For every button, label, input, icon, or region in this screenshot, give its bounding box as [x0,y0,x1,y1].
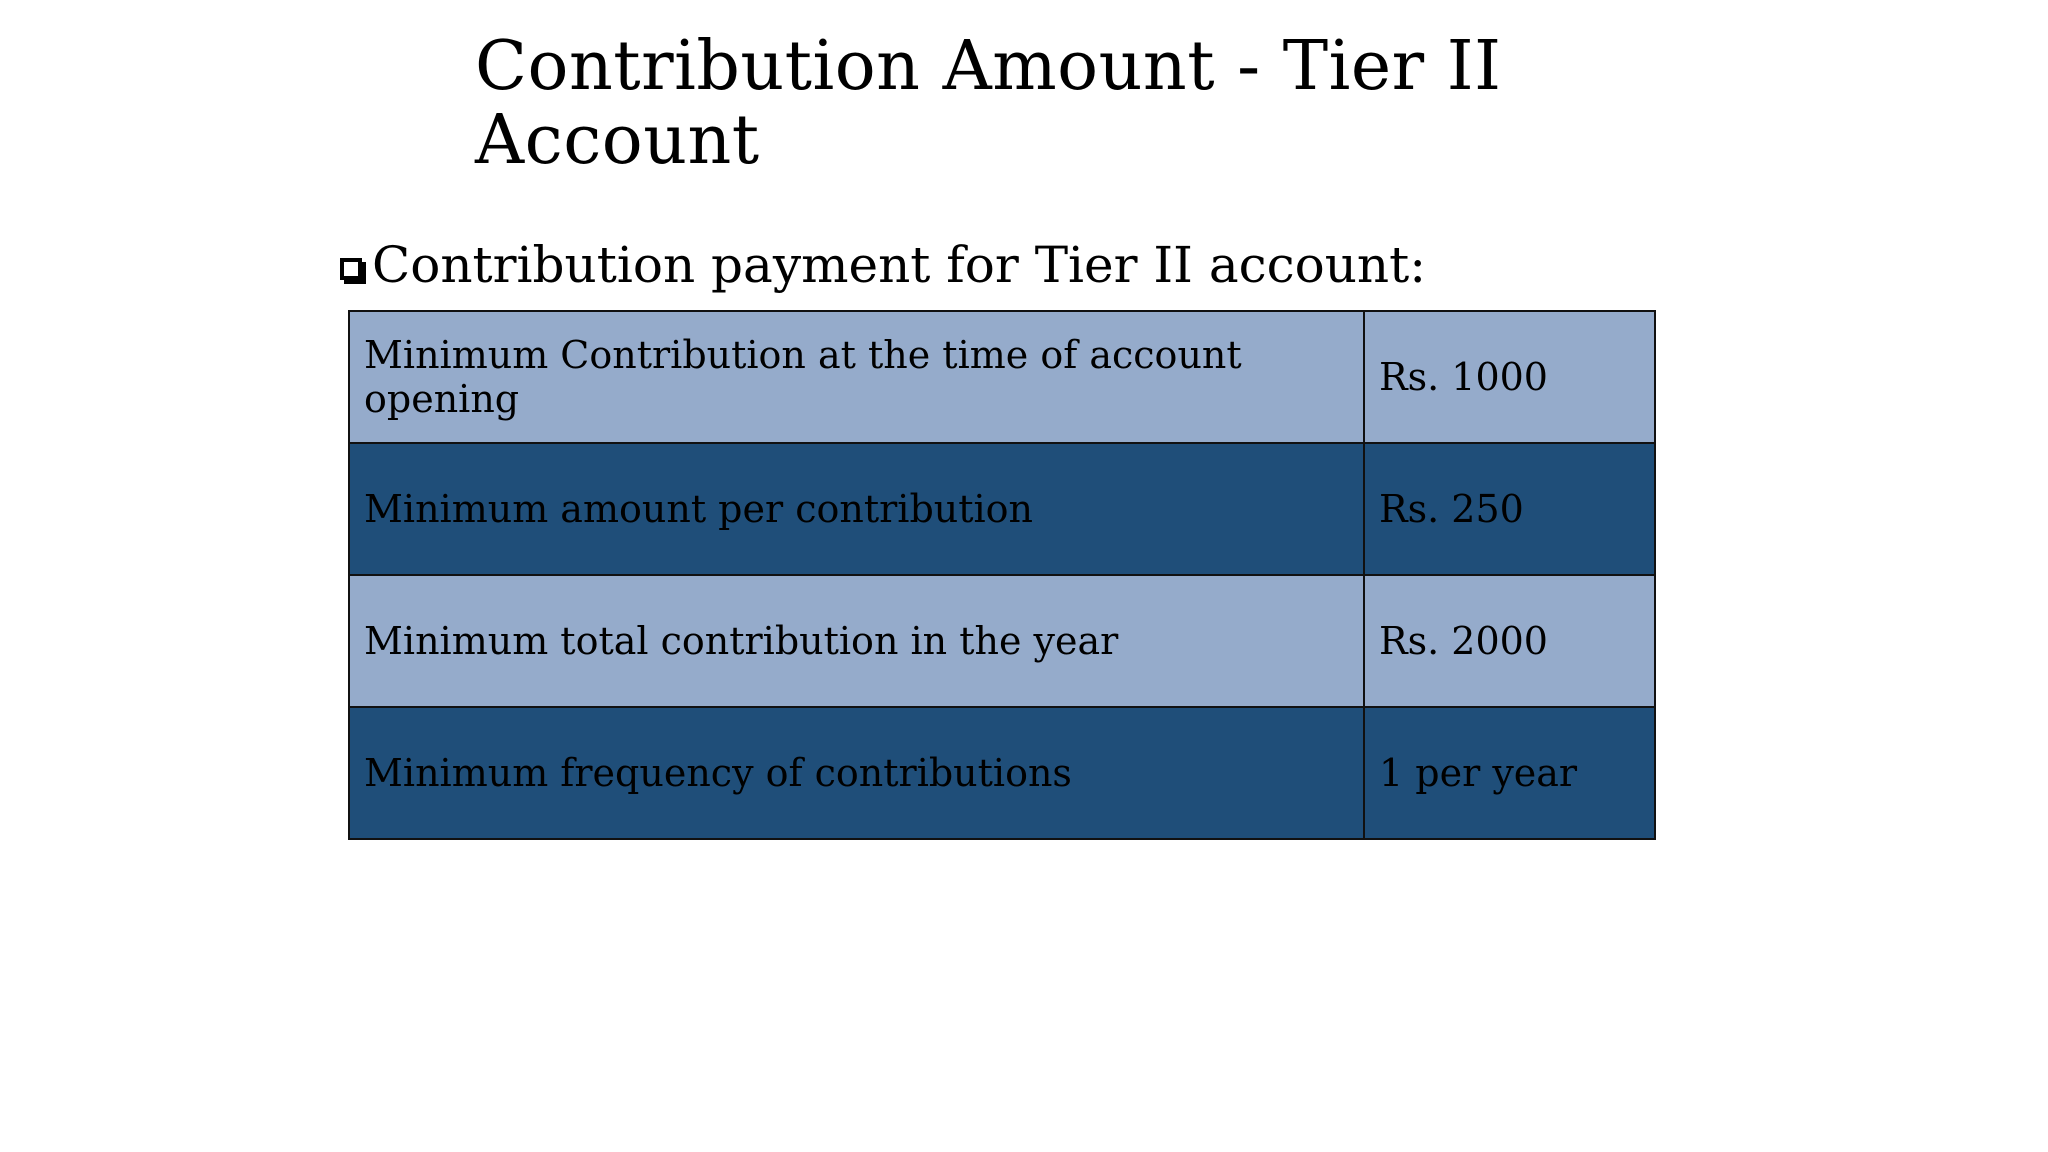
row-value: Rs. 2000 [1364,575,1655,707]
row-value: Rs. 250 [1364,443,1655,575]
row-label: Minimum frequency of contributions [349,707,1364,839]
table-row [349,707,1655,839]
bullet-point [340,230,1426,300]
slide-title [475,27,1575,180]
contribution-table [348,310,1656,840]
title-line-1: Contribution Amount - Tier II [475,27,1502,106]
row-label: Minimum total contribution in the year [349,575,1364,707]
row-label: Minimum Contribution at the time of account opening [349,311,1364,443]
table-row [349,443,1655,575]
title-line-2: Account [475,101,760,180]
row-value: 1 per year [1364,707,1655,839]
row-label: Minimum amount per contribution [349,443,1364,575]
table-row [349,311,1655,443]
row-value: Rs. 1000 [1364,311,1655,443]
bullet-text: Contribution payment for Tier II account: [372,236,1427,294]
table-row [349,575,1655,707]
checkbox-bullet-icon [340,258,362,280]
